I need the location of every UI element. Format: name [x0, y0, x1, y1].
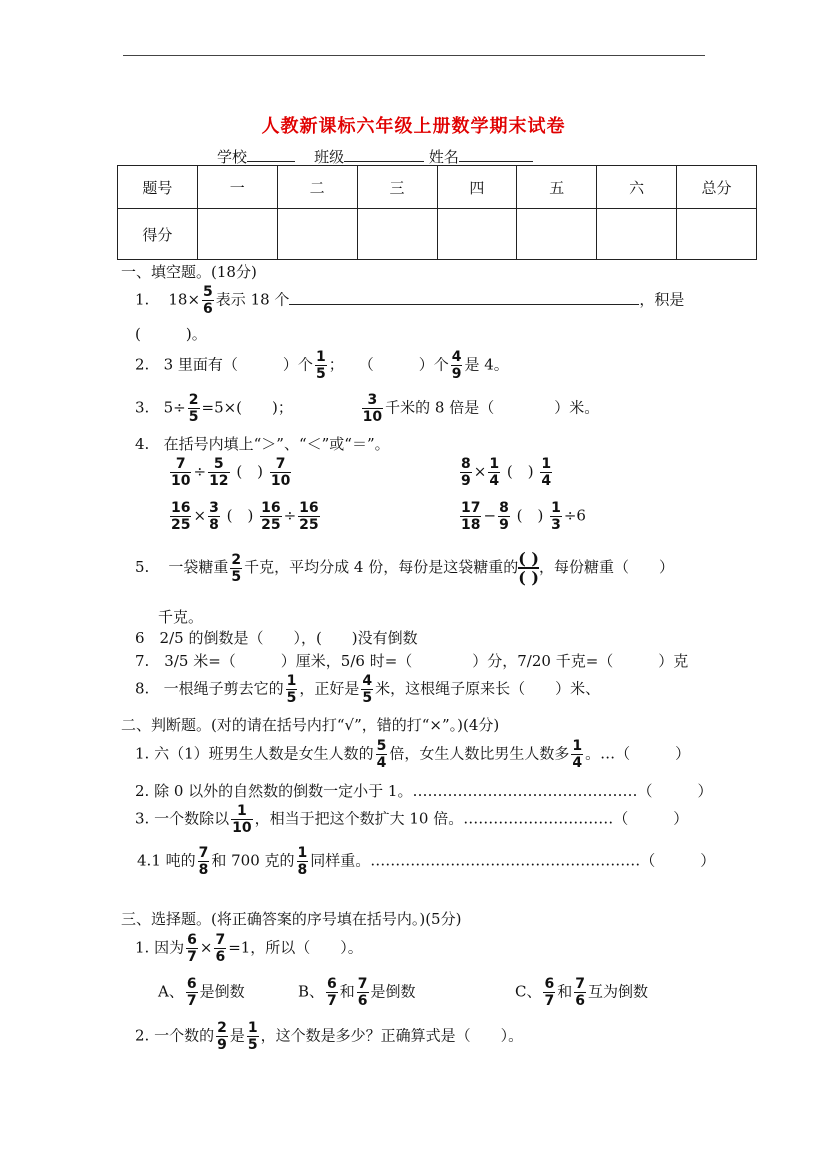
fraction: $\frac{6}{7}$ — [544, 976, 555, 1009]
question-text: 3 里面有（ ）个 — [163, 355, 313, 374]
class-label: 班级 — [314, 148, 345, 166]
question-text: =5×( )； — [201, 398, 293, 417]
question-number: 5. — [135, 558, 150, 576]
fraction: $\frac{5}{6}$ — [203, 284, 213, 317]
question-text: ，正好是 — [299, 679, 360, 698]
fraction: $\frac{7}{10}$ — [270, 456, 291, 489]
question-text: ，积是 — [639, 290, 685, 309]
fraction: $\frac{16}{25}$ — [299, 500, 319, 533]
question-text: 六（1）班男生人数是女生人数的 — [154, 744, 374, 763]
question-text: 一个数除以 — [154, 809, 230, 828]
question-text: 千克，平均分成 4 份，每份是这袋糖重的 — [244, 558, 519, 576]
fraction: $\frac{3}{8}$ — [209, 500, 219, 533]
fraction: $\frac{6}{7}$ — [327, 976, 337, 1009]
fraction: $\frac{2}{5}$ — [188, 392, 199, 425]
question-number: 8. — [135, 679, 150, 698]
s3-q1-option-b[interactable]: B、 $\frac{6}{7}$ 和 $\frac{7}{6}$ 是倒数 — [298, 976, 416, 1009]
fraction: $\frac{8}{9}$ — [461, 456, 471, 489]
question-number: 4. — [135, 435, 150, 453]
question-number: 4. — [137, 851, 152, 870]
question-text: ，这个数是多少？正确算式是（ ）。 — [260, 1026, 524, 1045]
student-info — [217, 146, 533, 167]
s1-q4-expression-1: $\frac{7}{10}$ ÷ $\frac{5}{12}$ ( ) $\frac{7}{10}$ — [171, 456, 291, 489]
score-table-score-row — [118, 209, 757, 260]
s3-question-1: 1. 因为 $\frac{6}{7}$ × $\frac{7}{6}$ =1，所以（ ）。 — [135, 932, 363, 965]
header-rule — [123, 55, 705, 56]
section-3-heading: 三、选择题。(将正确答案的序号填在括号内。)(5分) — [121, 910, 462, 928]
fraction: $\frac{1}{5}$ — [315, 349, 326, 382]
question-text: =1，所以（ ）。 — [228, 938, 363, 957]
s2-question-1 — [135, 738, 690, 771]
s2-question-3 — [135, 803, 688, 836]
s1-question-5-cont: 千克。 — [158, 608, 204, 626]
fraction: $\frac{2}{5}$ — [231, 551, 242, 585]
compare-blank[interactable]: ( ) — [226, 506, 254, 525]
header-cell: 总分 — [677, 166, 757, 209]
header-cell: 题号 — [118, 166, 198, 209]
s3-q1-option-c[interactable]: C、 $\frac{6}{7}$ 和 $\frac{7}{6}$ 互为倒数 — [515, 976, 649, 1009]
fraction: $\frac{7}{8}$ — [198, 845, 209, 878]
s1-question-6: 6 2/5 的倒数是（ ），( )没有倒数 — [135, 629, 418, 647]
question-text: 5÷ — [163, 398, 186, 417]
compare-blank[interactable]: ( ) — [236, 462, 264, 481]
s1-q4-expression-4: $\frac{17}{18}$ − $\frac{8}{9}$ ( ) $\frac{1}{3}$ ÷6 — [461, 500, 586, 533]
header-cell: 六 — [597, 166, 677, 209]
s3-question-2 — [135, 1020, 523, 1053]
section-2-heading: 二、判断题。(对的请在括号内打“√”，错的打“×”。)(4分) — [121, 716, 500, 734]
fraction: $\frac{1}{5}$ — [247, 1020, 258, 1053]
question-text: 倍，女生人数比男生人数多 — [389, 744, 570, 763]
s1-question-1 — [135, 284, 684, 317]
fraction: $\frac{2}{9}$ — [217, 1020, 227, 1053]
question-text: 是 4。 — [464, 355, 509, 374]
fraction: $\frac{17}{18}$ — [461, 500, 481, 533]
section-1-heading: 一、填空题。(18分) — [121, 263, 257, 281]
school-blank[interactable] — [247, 147, 295, 162]
score-cell[interactable] — [277, 209, 357, 260]
compare-blank[interactable]: ( ) — [516, 506, 544, 525]
question-text: ； （ ）个 — [328, 355, 449, 374]
header-cell: 四 — [437, 166, 517, 209]
answer-line[interactable] — [289, 290, 639, 305]
fraction: $\frac{5}{12}$ — [209, 456, 229, 489]
score-cell[interactable] — [597, 209, 677, 260]
question-number: 2. — [135, 355, 150, 374]
score-cell[interactable] — [357, 209, 437, 260]
fraction: $\frac{7}{6}$ — [575, 976, 585, 1009]
question-text: 一袋糖重 — [168, 558, 229, 576]
fraction: $\frac{1}{4}$ — [572, 738, 583, 771]
school-label: 学校 — [217, 148, 248, 166]
fraction: $\frac{8}{9}$ — [499, 500, 509, 533]
fraction: $\frac{16}{25}$ — [261, 500, 281, 533]
s3-q1-option-a[interactable]: A、 $\frac{6}{7}$ 是倒数 — [158, 976, 245, 1009]
fraction: $\frac{1}{10}$ — [232, 803, 252, 836]
fraction: $\frac{4}{9}$ — [451, 349, 462, 382]
question-text[interactable]: 。…（ ） — [585, 744, 691, 763]
fraction: $\frac{1}{4}$ — [489, 456, 500, 489]
score-row-label: 得分 — [118, 209, 198, 260]
fraction: $\frac{5}{4}$ — [376, 738, 387, 771]
fraction: $\frac{3}{10}$ — [362, 392, 383, 425]
fraction: $\frac{16}{25}$ — [171, 500, 191, 533]
fraction: $\frac{1}{4}$ — [541, 456, 552, 489]
exam-title: 人教新课标六年级上册数学期末试卷 — [261, 116, 566, 137]
question-text: 18× — [168, 290, 201, 309]
question-text: 千米的 8 倍是（ ）米。 — [385, 398, 600, 417]
s1-question-7: 7. 3/5 米=（ ）厘米，5/6 时=（ ）分，7/20 千克=（ ）克 — [135, 652, 689, 670]
question-text[interactable]: 同样重。………………………………………………（ ） — [310, 851, 716, 870]
class-blank[interactable] — [344, 147, 424, 162]
question-number: 3. — [135, 398, 150, 417]
question-text: 表示 18 个 — [215, 290, 290, 309]
score-cell[interactable] — [197, 209, 277, 260]
s1-question-5 — [135, 550, 674, 586]
question-text[interactable]: ，相当于把这个数扩大 10 倍。…………………………（ ） — [254, 809, 689, 828]
fraction: $\frac{4}{5}$ — [362, 673, 373, 706]
s1-question-4 — [135, 433, 390, 454]
question-text: 因为 — [154, 938, 185, 957]
question-text: 和 700 克的 — [211, 851, 295, 870]
question-text: 一根绳子剪去它的 — [163, 679, 284, 698]
fraction: $\frac{1}{8}$ — [297, 845, 308, 878]
header-cell: 三 — [357, 166, 437, 209]
s1-question-3 — [135, 392, 599, 425]
fraction: $\frac{7}{10}$ — [171, 456, 191, 489]
fraction: $\frac{6}{7}$ — [187, 932, 197, 965]
score-table — [117, 165, 757, 260]
name-blank[interactable] — [459, 147, 533, 162]
question-number: 3. — [135, 809, 150, 828]
header-cell: 一 — [197, 166, 277, 209]
header-cell: 二 — [277, 166, 357, 209]
s2-question-4 — [137, 845, 715, 878]
fraction: $\frac{7}{6}$ — [215, 932, 226, 965]
s1-question-2 — [135, 349, 509, 382]
header-cell: 五 — [517, 166, 597, 209]
question-text: 米，这根绳子原来长（ ）米、 — [375, 679, 601, 698]
question-number: 1. — [135, 744, 150, 763]
question-text: 1 吨的 — [151, 851, 196, 870]
question-number: 1. — [135, 938, 150, 957]
score-cell[interactable] — [437, 209, 517, 260]
s1-question-1-answer[interactable]: ( )。 — [135, 325, 207, 343]
score-cell[interactable] — [517, 209, 597, 260]
s1-q4-expression-2: $\frac{8}{9}$ × $\frac{1}{4}$ ( ) $\frac{1}{4}$ — [461, 456, 552, 489]
fraction: $\frac{7}{6}$ — [357, 976, 368, 1009]
name-label: 姓名 — [428, 148, 459, 166]
fraction: $\frac{1}{3}$ — [551, 500, 561, 533]
question-text: 一个数的 — [154, 1026, 215, 1045]
question-number: 2. — [135, 1026, 150, 1045]
score-cell[interactable] — [677, 209, 757, 260]
compare-blank[interactable]: ( ) — [506, 462, 534, 481]
s1-question-8 — [135, 673, 600, 706]
s1-q4-expression-3: $\frac{16}{25}$ × $\frac{3}{8}$ ( ) $\frac{16}{25}$ ÷ $\frac{16}{25}$ — [171, 500, 319, 533]
question-text: 在括号内填上“＞”、“＜”或“＝”。 — [163, 435, 390, 453]
fraction-blank[interactable]: $\frac{( )}{( )}$ — [518, 549, 539, 587]
fraction: $\frac{1}{5}$ — [286, 673, 297, 706]
score-table-header-row — [118, 166, 757, 209]
question-text: 是 — [229, 1026, 245, 1045]
fraction: $\frac{6}{7}$ — [186, 976, 197, 1009]
question-number: 1. — [135, 290, 150, 309]
question-text: ，每份糖重（ ） — [538, 558, 674, 576]
s2-question-2[interactable]: 2. 除 0 以外的自然数的倒数一定小于 1。………………………………………（ ） — [135, 782, 713, 800]
